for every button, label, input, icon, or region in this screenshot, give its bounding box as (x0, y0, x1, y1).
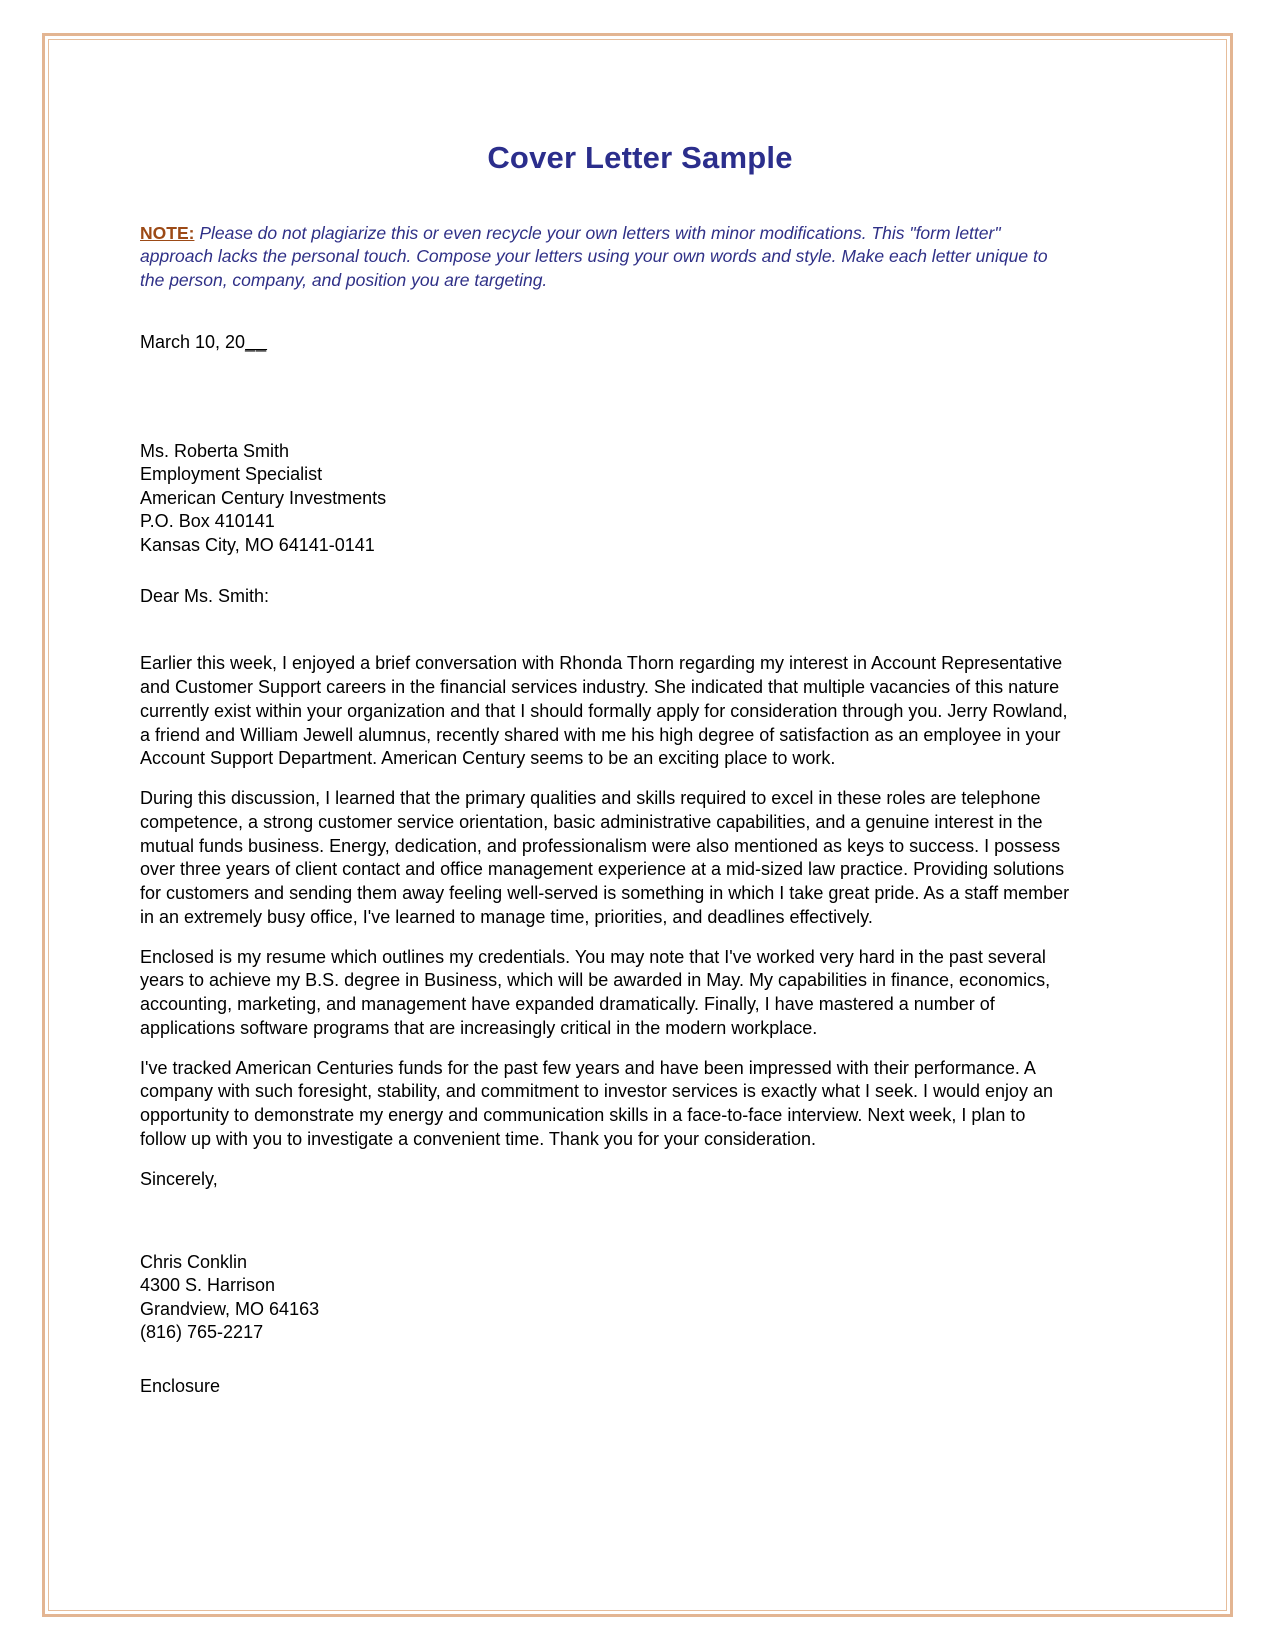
note-text: Please do not plagiarize this or even recycle your own letters with minor modifications. This "form letter" approach lacks the personal touch. Compose your letters using your own words and style. Make each letter unique to the person, company, and position you are targeting. (140, 223, 1048, 290)
salutation: Dear Ms. Smith: (140, 586, 270, 607)
page-title: Cover Letter Sample (487, 140, 793, 175)
note-disclaimer (140, 222, 1070, 292)
closing-line: Sincerely, (140, 1168, 218, 1189)
recipient-company: American Century Investments (140, 487, 387, 508)
letter-date (140, 330, 1070, 354)
body-paragraph-4: I've tracked American Centuries funds for the past few years and have been impressed with their performance. A company with such foresight, stability, and commitment to investor services is exactly what I seek. I would enjoy an opportunity to demonstrate my energy and communication skills in a face-to-face interview. Next week, I plan to follow up with you to investigate a convenient time. Thank you for your consideration. (140, 1057, 1054, 1149)
recipient-name: Ms. Roberta Smith (140, 441, 290, 462)
recipient-street: P.O. Box 410141 (140, 511, 275, 532)
body-paragraph-2: During this discussion, I learned that the primary qualities and skills required to excel in these roles are telephone competence, a strong customer service orientation, basic administrative capabilities, and a genuine interest in the mutual funds business. Energy, dedication, and professionalism were also mentioned as keys to success. I possess over three years of client contact and office management experience at a mid-sized law practice. Providing solutions for customers and sending them away feeling well-served is something in which I take great pride. As a staff member in an extremely busy office, I've learned to manage time, priorities, and deadlines effectively. (140, 788, 1070, 927)
date-text: March 10, 20 (140, 331, 246, 352)
enclosure-line: Enclosure (140, 1375, 221, 1396)
sender-phone: (816) 765-2217 (140, 1322, 264, 1343)
note-label: NOTE: (140, 223, 195, 243)
sender-name: Chris Conklin (140, 1252, 248, 1273)
recipient-address-block (140, 440, 1070, 557)
recipient-job-title: Employment Specialist (140, 464, 323, 485)
body-paragraph-3: Enclosed is my resume which outlines my credentials. You may note that I've worked very hard in the past several years to achieve my B.S. degree in Business, which will be awarded in May. My capabilities in finance, economics, accounting, marketing, and management have expanded dramatically. Finally, I have mastered a number of applications software programs that are increasingly critical in the modern workplace. (140, 946, 1051, 1038)
letter-content (140, 140, 1070, 1398)
sender-street: 4300 S. Harrison (140, 1275, 276, 1296)
body-paragraph-1: Earlier this week, I enjoyed a brief conversation with Rhonda Thorn regarding my interest in Account Representative and Customer Support careers in the financial services industry. She indicated that multiple vacancies of this nature currently exist within your organization and that I should formally apply for consideration through you. Jerry Rowland, a friend and William Jewell alumnus, recently shared with me his high degree of satisfaction as an employee in your Account Support Department. American Century seems to be an exciting place to work. (140, 653, 1068, 769)
date-year-blank: __ (245, 331, 268, 352)
sender-city-state-zip: Grandview, MO 64163 (140, 1298, 320, 1319)
sender-address-block (140, 1251, 1070, 1345)
recipient-city-state-zip: Kansas City, MO 64141-0141 (140, 534, 375, 555)
